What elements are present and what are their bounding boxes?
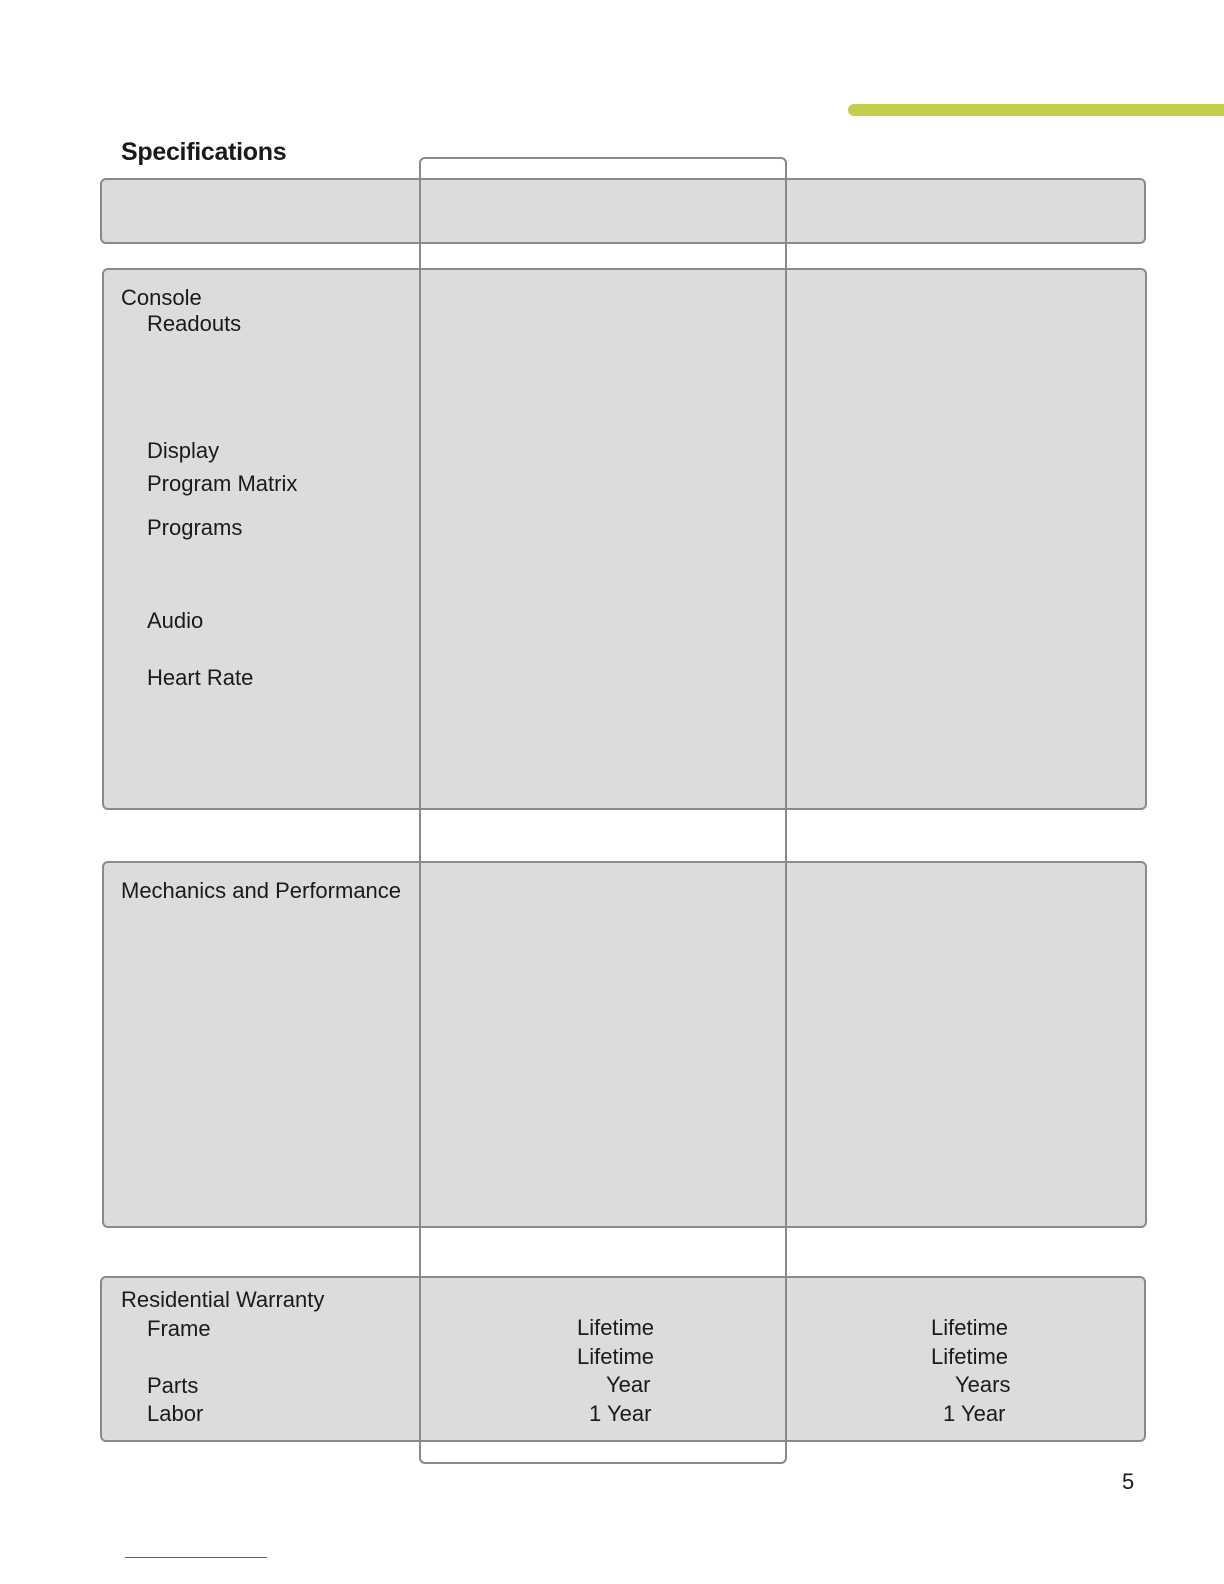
warranty-col2-frame-value: Lifetime xyxy=(931,1315,1009,1340)
console-panel xyxy=(102,268,1147,810)
mechanics-heading: Mechanics and Performance xyxy=(121,878,402,903)
programs-label: Programs xyxy=(147,515,243,540)
audio-label: Audio xyxy=(147,608,204,633)
accent-bar xyxy=(848,104,1224,116)
page-title: Specifications xyxy=(121,138,287,166)
heart-rate-label: Heart Rate xyxy=(147,665,254,690)
warranty-heading: Residential Warranty xyxy=(121,1287,325,1312)
readouts-label: Readouts xyxy=(147,311,242,336)
console-heading: Console xyxy=(121,285,202,310)
mechanics-panel xyxy=(102,861,1147,1228)
warranty-col1-parts-value: Year xyxy=(606,1372,651,1397)
warranty-col1-value-2: Lifetime xyxy=(577,1344,655,1369)
program-matrix-label: Program Matrix xyxy=(147,471,298,496)
header-panel xyxy=(100,178,1146,244)
warranty-col2-value-2: Lifetime xyxy=(931,1344,1009,1369)
footer-rule xyxy=(125,1557,267,1558)
warranty-col2-labor-value: 1 Year xyxy=(943,1401,1006,1426)
labor-label: Labor xyxy=(147,1401,204,1426)
page-number: 5 xyxy=(1122,1469,1135,1494)
frame-label: Frame xyxy=(147,1316,211,1341)
warranty-col2-parts-value: Years xyxy=(955,1372,1011,1397)
parts-label: Parts xyxy=(147,1373,199,1398)
warranty-col1-labor-value: 1 Year xyxy=(589,1401,652,1426)
display-label: Display xyxy=(147,438,220,463)
warranty-col1-frame-value: Lifetime xyxy=(577,1315,655,1340)
